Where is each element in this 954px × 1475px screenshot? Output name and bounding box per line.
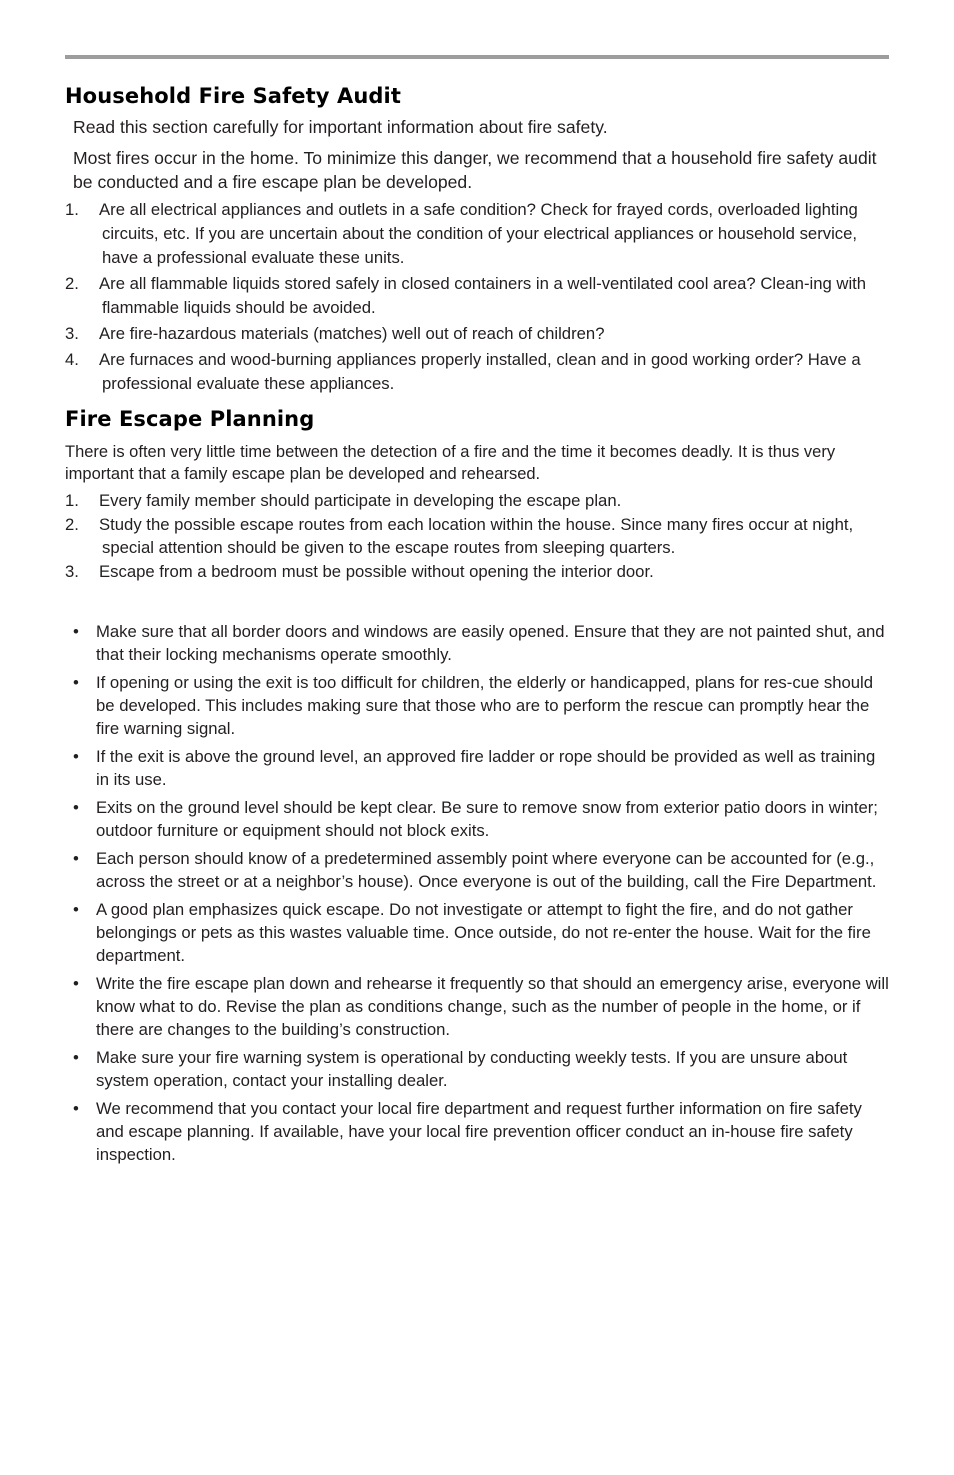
list-item-number: 4. <box>65 350 79 369</box>
audit-intro-read-carefully: Read this section carefully for important information about fire safety. <box>73 117 608 137</box>
bullet-item-text: Each person should know of a predetermined assembly point where everyone can be accounted for (e.g., across the street or at a neighbor’s house). Once everyone is out of the building, call the Fire Department. <box>96 849 877 891</box>
bullet-icon: • <box>73 974 79 993</box>
escape-intro: There is often very little time between the detection of a fire and the time it becomes deadly. It is thus very important that a family escape plan be developed and rehearsed. <box>65 443 836 483</box>
bullet-icon: • <box>73 622 79 641</box>
escape-steps-list <box>65 490 889 583</box>
escape-heading: Fire Escape Planning <box>65 407 315 431</box>
list-item-text: Escape from a bedroom must be possible without opening the interior door. <box>99 561 654 581</box>
audit-intro-most-fires: Most fires occur in the home. To minimize this danger, we recommend that a household fire safety audit be conducted and a fire escape plan be developed. <box>73 148 877 192</box>
audit-questions-list <box>65 198 889 396</box>
list-item <box>65 561 889 584</box>
bullet-item <box>65 1046 889 1092</box>
audit-heading: Household Fire Safety Audit <box>65 84 401 108</box>
bullet-icon: • <box>73 849 79 868</box>
bullet-item <box>65 620 889 666</box>
bullet-item <box>65 796 889 842</box>
bullet-icon: • <box>73 673 79 692</box>
list-item-number: 2. <box>65 515 79 534</box>
document-page <box>65 55 889 1171</box>
list-item-number: 1. <box>65 491 79 510</box>
bullet-item <box>65 898 889 967</box>
list-item <box>65 348 889 396</box>
bullet-item-text: Make sure your fire warning system is operational by conducting weekly tests. If you are unsure about system operation, contact your installing dealer. <box>96 1048 848 1090</box>
bullet-icon: • <box>73 1099 79 1118</box>
bullet-item-text: Make sure that all border doors and windows are easily opened. Ensure that they are not painted shut, and that their locking mechanisms operate smoothly. <box>96 622 885 664</box>
list-item <box>65 514 889 559</box>
bullet-item-text: If the exit is above the ground level, an approved fire ladder or rope should be provided as well as training in its use. <box>96 747 876 789</box>
list-item-text: Are all electrical appliances and outlets in a safe condition? Check for frayed cords, overloaded lighting circuits, etc. If you are uncertain about the condition of your electrical appliances or household service, have a professional evaluate these units. <box>99 200 858 267</box>
list-item-text: Are all flammable liquids stored safely in closed containers in a well-ventilated cool area? Clean-ing with flammable liquids should be avoided. <box>99 274 867 317</box>
top-rule <box>65 55 889 59</box>
bullet-item <box>65 745 889 791</box>
list-item <box>65 490 889 513</box>
list-item <box>65 272 889 320</box>
list-item-text: Are furnaces and wood-burning appliances properly installed, clean and in good working order? Have a professional evaluate these appliances. <box>99 350 861 393</box>
list-item-number: 3. <box>65 561 79 581</box>
bullet-icon: • <box>73 900 79 919</box>
bullet-item-text: Write the fire escape plan down and rehearse it frequently so that should an emergency arise, everyone will know what to do. Revise the plan as conditions change, such as the number of people in the home, or if there are changes to the building’s construction. <box>96 974 889 1039</box>
bullet-icon: • <box>73 747 79 766</box>
bullet-item-text: If opening or using the exit is too difficult for children, the elderly or handicapped, plans for res-cue should be developed. This includes making sure that those who are to perform the rescue can promptly hear the fire warning signal. <box>96 673 874 738</box>
bullet-item-text: Exits on the ground level should be kept clear. Be sure to remove snow from exterior patio doors in winter; outdoor furniture or equipment should not block exits. <box>96 798 878 840</box>
list-item <box>65 322 889 346</box>
bullet-icon: • <box>73 1048 79 1067</box>
bullet-item-text: We recommend that you contact your local fire department and request further information on fire safety and escape planning. If available, have your local fire prevention officer conduct an in-house fire safety inspection. <box>96 1099 862 1164</box>
bullet-item-text: A good plan emphasizes quick escape. Do not investigate or attempt to fight the fire, and do not gather belongings or pets as this wastes valuable time. Once outside, do not re-enter the house. Wait for the fire department. <box>96 900 871 965</box>
bullet-icon: • <box>73 798 79 817</box>
escape-tips-list <box>65 620 889 1166</box>
list-item-number: 1. <box>65 200 79 219</box>
list-item-text: Study the possible escape routes from each location within the house. Since many fires occur at night, special attention should be given to the escape routes from sleeping quarters. <box>99 515 854 557</box>
list-item-text: Are fire-hazardous materials (matches) well out of reach of children? <box>99 324 605 343</box>
list-item <box>65 198 889 270</box>
list-item-number: 3. <box>65 324 79 343</box>
list-item-number: 2. <box>65 274 79 293</box>
bullet-item <box>65 972 889 1041</box>
bullet-item <box>65 671 889 740</box>
bullet-item <box>65 1097 889 1166</box>
list-item-text: Every family member should participate in developing the escape plan. <box>99 491 622 510</box>
bullet-item <box>65 847 889 893</box>
